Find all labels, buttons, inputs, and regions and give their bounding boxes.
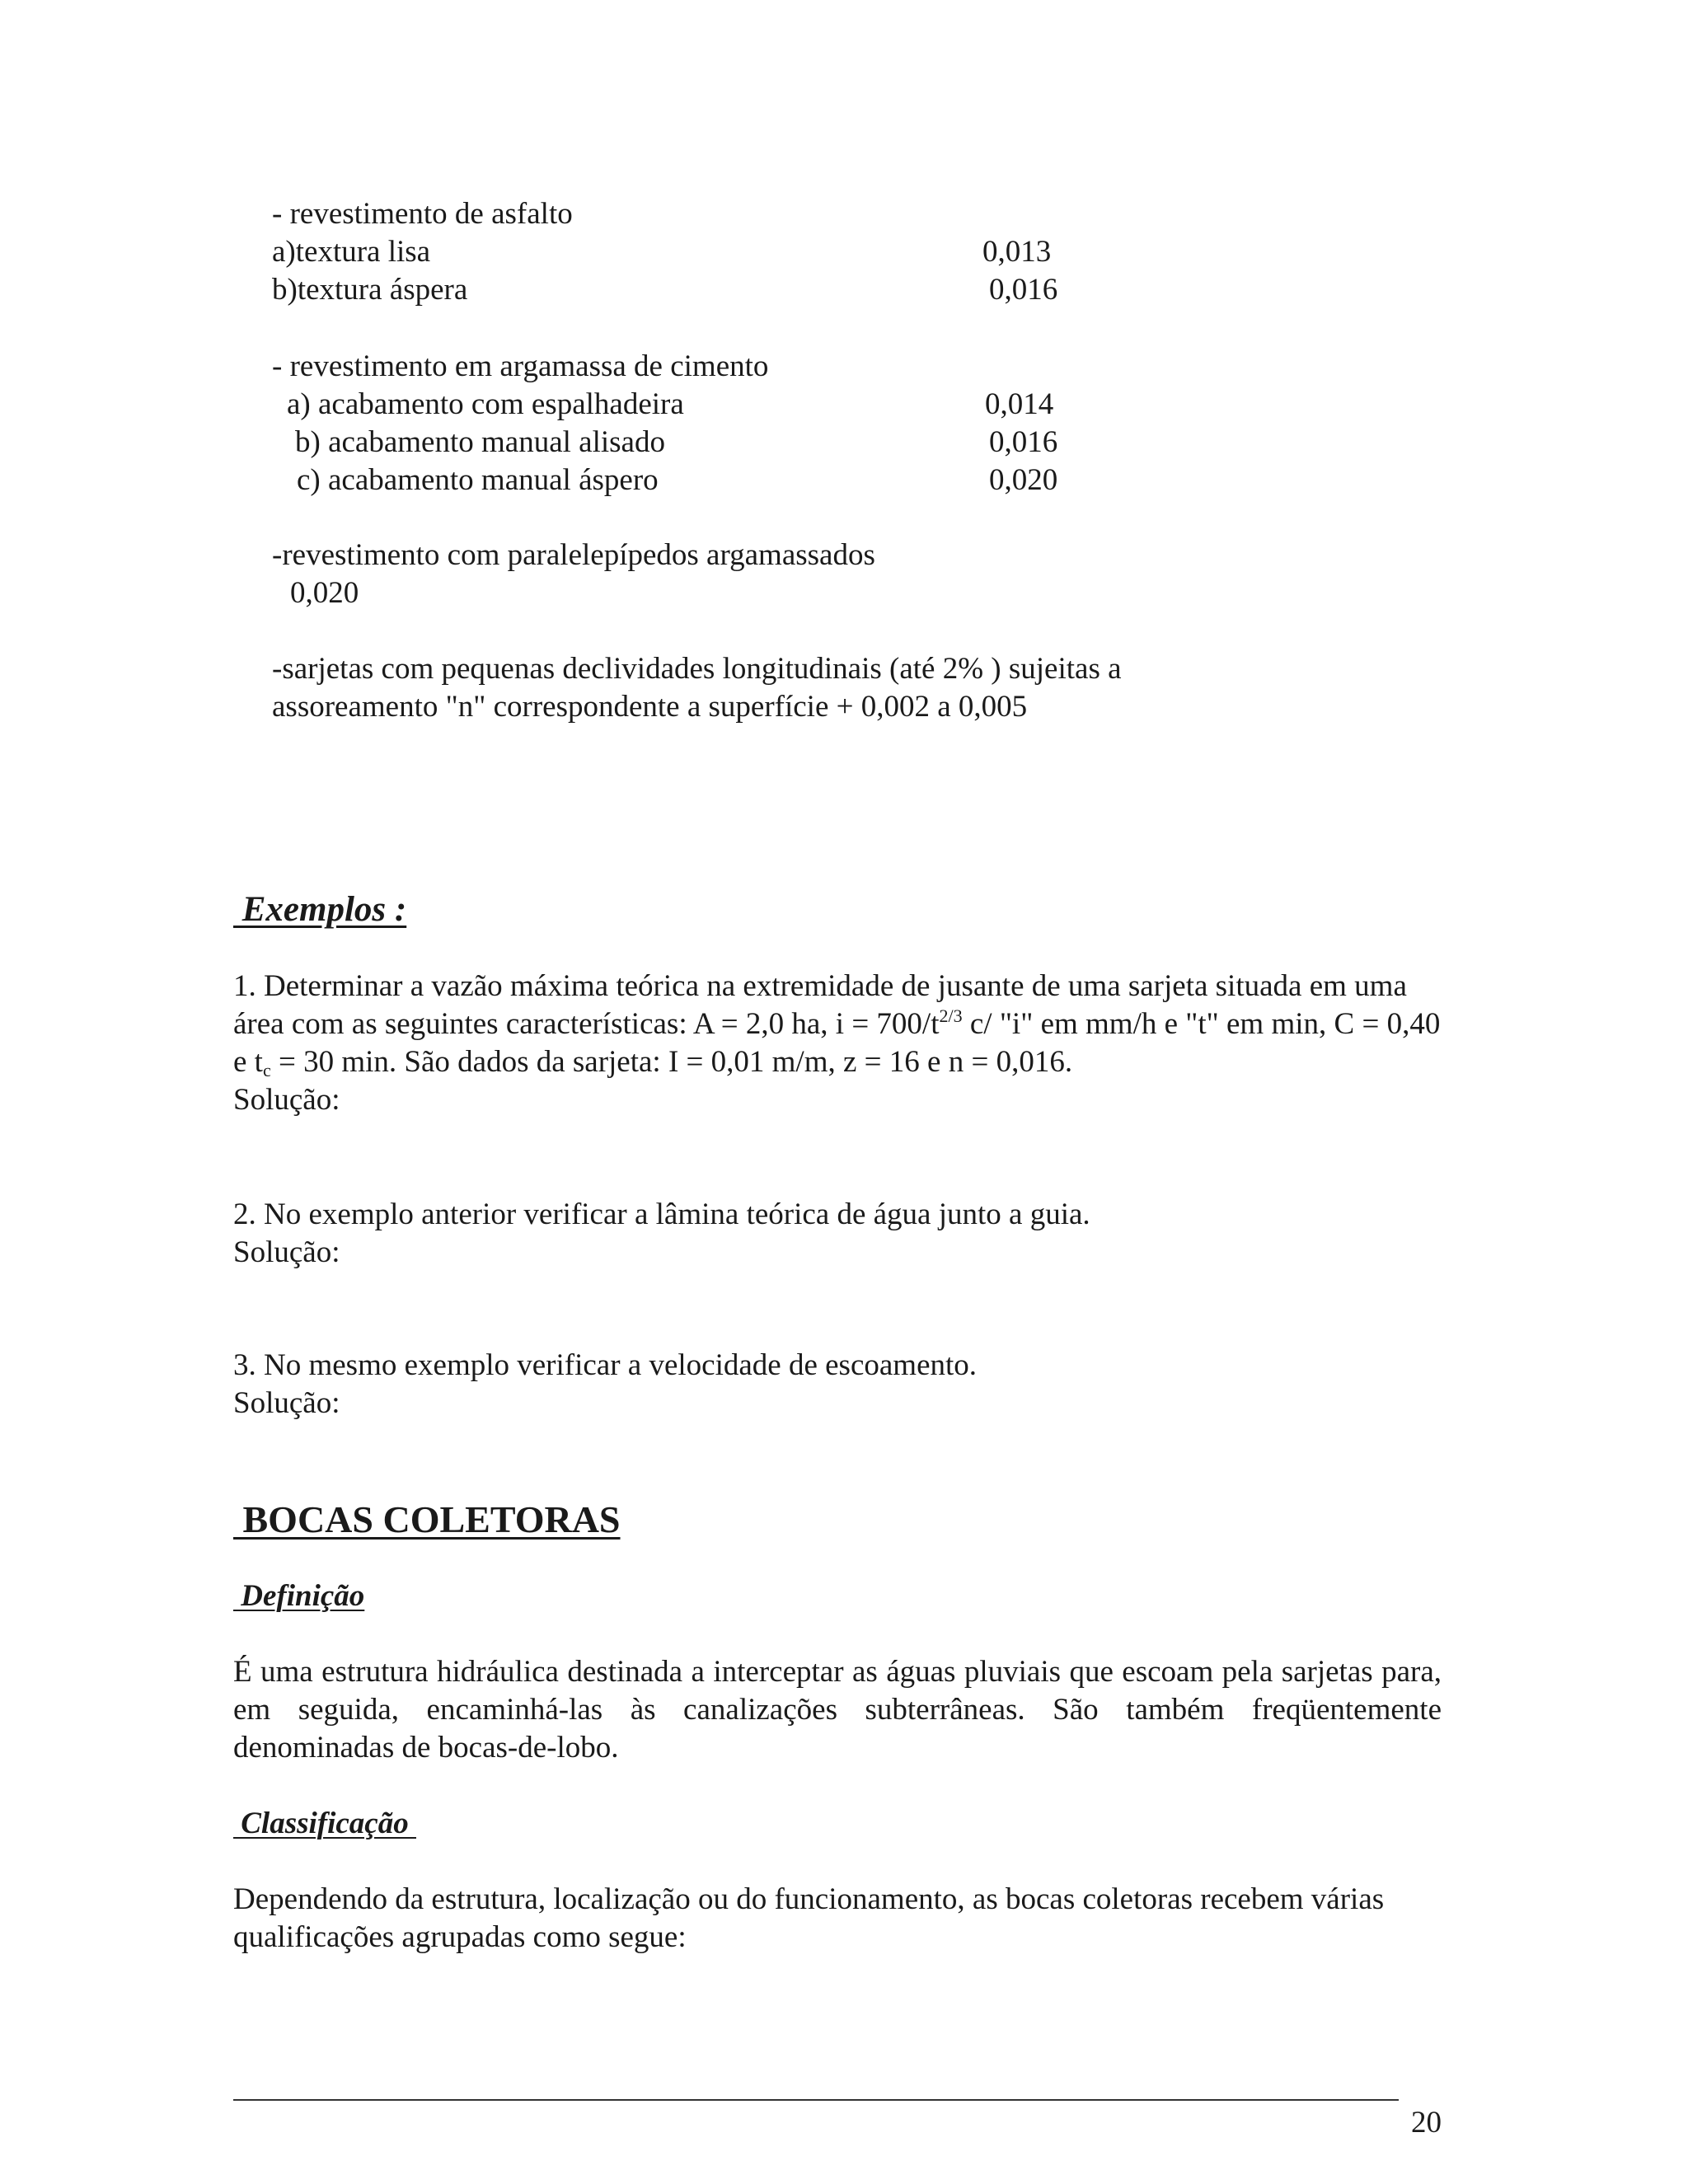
asfalto-b-value: 0,016 <box>989 273 1058 307</box>
cimento-b-value: 0,016 <box>989 425 1058 459</box>
paralelepipedos-title: -revestimento com paralelepípedos argamassados <box>272 538 875 572</box>
example-1-text: 1. Determinar a vazão máxima teórica na extremidade de jusante de uma sarjeta situada em uma área com as seguintes características: A = 2,0 ha, $i = 700/t^{2/3}$ c/ "i" em mm/h e "t" em min, C = 0,40 e $t_c = 30$ min. São dados da sarjeta: I = 0,01 m/m, z = 16 e n = 0,016. <box>233 969 1441 1080</box>
example-1-subscript: c <box>262 1060 271 1080</box>
footer-rule <box>233 2099 1399 2101</box>
classificacao-text: Dependendo da estrutura, localização ou do funcionamento, as bocas coletoras recebem várias qualificações agrupadas como segue: <box>233 1882 1385 1954</box>
example-1-solution: Solução: <box>233 1083 340 1117</box>
definicao-text: É uma estrutura hidráulica destinada a interceptar as águas pluviais que escoam pela sarjetas para, em seguida, encaminhá-las às canalizações subterrâneas. São também freqüentemente denominadas de bocas-de-lobo. <box>233 1655 1442 1765</box>
classificacao-heading: Classificação <box>233 1807 416 1840</box>
cimento-c-value: 0,020 <box>989 463 1058 497</box>
example-3-solution: Solução: <box>233 1386 340 1420</box>
examples-heading: Exemplos : <box>233 890 407 929</box>
cimento-title: - revestimento em argamassa de cimento <box>272 349 769 383</box>
page-number: 20 <box>1411 2106 1442 2139</box>
bocas-heading: BOCAS COLETORAS <box>233 1498 621 1540</box>
asfalto-b-label: b)textura áspera <box>272 273 468 307</box>
cimento-a-label: a) acabamento com espalhadeira <box>287 387 684 421</box>
paralelepipedos-value: 0,020 <box>290 576 359 610</box>
definicao-heading: Definição <box>233 1579 365 1613</box>
asfalto-title: - revestimento de asfalto <box>272 197 573 231</box>
asfalto-a-value: 0,013 <box>982 235 1052 269</box>
asfalto-a-label: a)textura lisa <box>272 235 431 269</box>
cimento-b-label: b) acabamento manual alisado <box>295 425 665 459</box>
sarjetas-line-1: -sarjetas com pequenas declividades longitudinais (até 2% ) sujeitas a <box>272 652 1122 686</box>
sarjetas-line-2: assoreamento "n" correspondente a superfície + 0,002 a 0,005 <box>272 690 1028 724</box>
example-2-solution: Solução: <box>233 1235 340 1269</box>
cimento-c-label: c) acabamento manual áspero <box>297 463 659 497</box>
example-2-text: 2. No exemplo anterior verificar a lâmina teórica de água junto a guia. <box>233 1197 1090 1231</box>
example-1-exponent: 2/3 <box>939 1005 963 1026</box>
example-3-text: 3. No mesmo exemplo verificar a velocidade de escoamento. <box>233 1348 978 1382</box>
cimento-a-value: 0,014 <box>985 387 1054 421</box>
